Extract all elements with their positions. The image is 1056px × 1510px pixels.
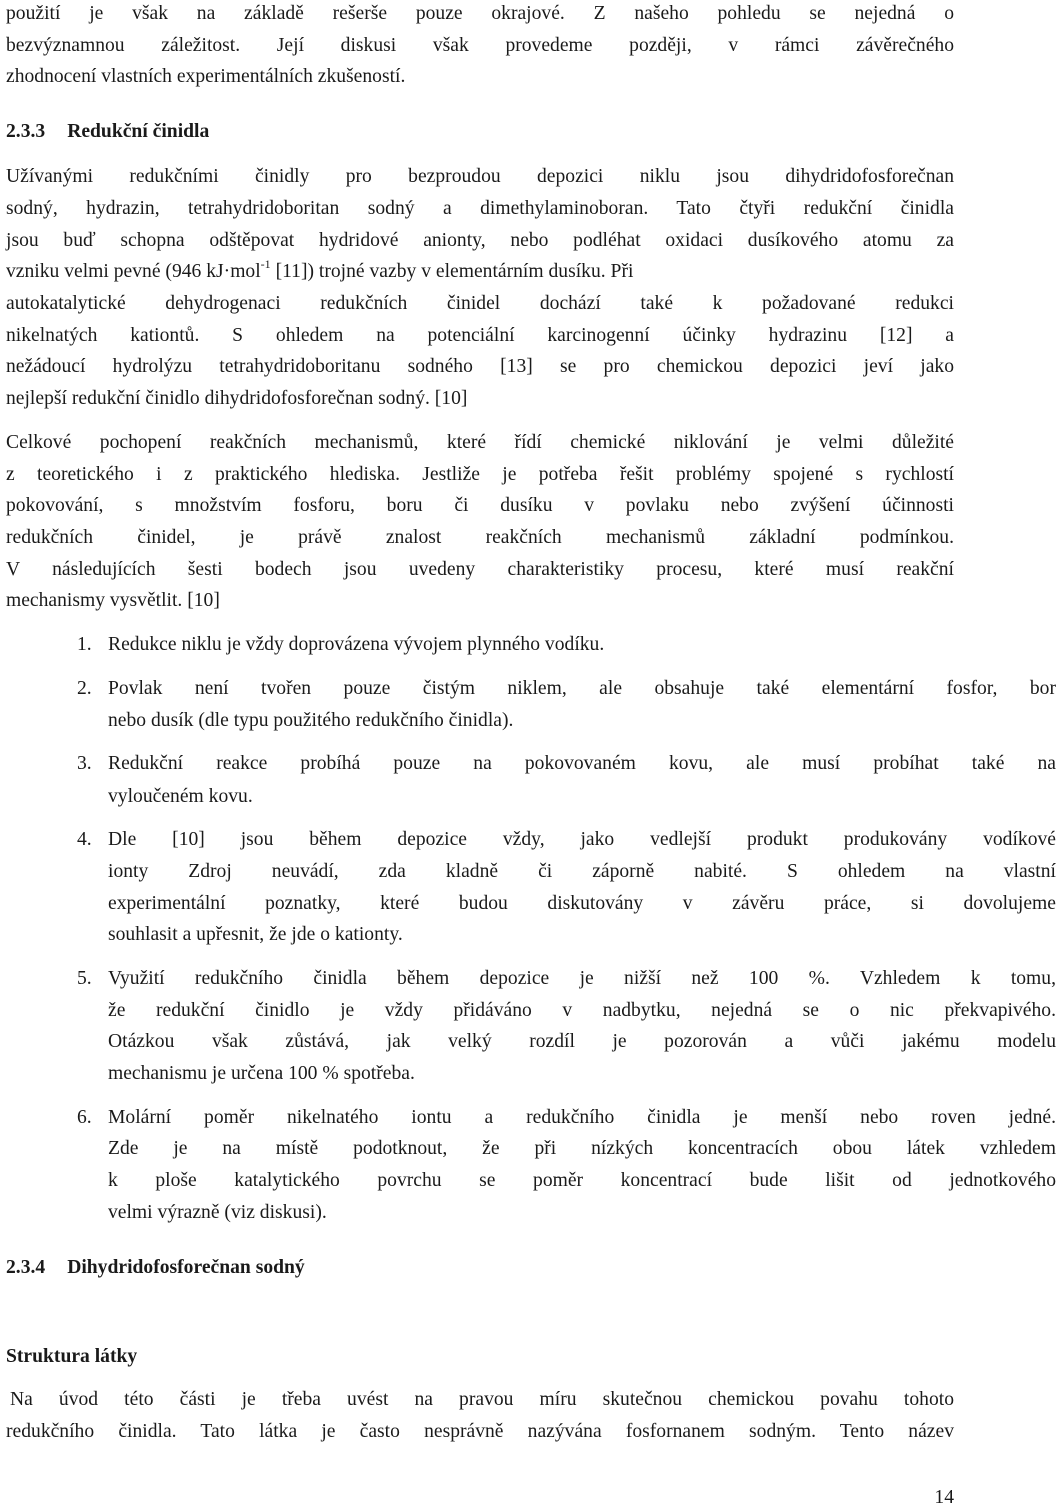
list-item-line: vyloučeném kovu. <box>108 786 253 807</box>
paragraph-line: sodný, hydrazin, tetrahydridoboritan sodný a dimethylaminoboran. Tato čtyři redukční činidla <box>6 198 954 219</box>
paragraph-line: vzniku velmi pevné (946 kJ·mol$^{-1}$ [11]) trojné vazby v elementárním dusíku. Při <box>6 257 634 282</box>
list-item-line: k ploše katalytického povrchu se poměr koncentrací bude lišit od jednotkového <box>108 1170 1056 1191</box>
list-item-line: experimentální poznatky, které budou diskutovány v závěru práce, si dovolujeme <box>108 893 1056 914</box>
paragraph-line: autokatalytické dehydrogenaci redukčních činidel dochází také k požadované redukci <box>6 293 954 314</box>
list-item-line: Využití redukčního činidla během depozice je nižší než 100 %. Vzhledem k tomu, <box>108 968 1056 989</box>
paragraph-line: nežádoucí hydrolýzu tetrahydridoboritanu sodného [13] se pro chemickou depozici jeví jako <box>6 356 954 377</box>
paragraph-line: redukčního činidla. Tato látka je často nesprávně nazývána fosfornanem sodným. Tento název <box>6 1421 954 1442</box>
intro-line: bezvýznamnou záležitost. Její diskusi však provedeme později, v rámci závěrečného <box>6 35 954 56</box>
superscript: -1 <box>260 257 271 271</box>
intro-line: použití je však na základě rešerše pouze okrajové. Z našeho pohledu se nejedná o <box>6 3 954 24</box>
list-item-line: Zde je na místě podotknout, že při nízkých koncentracích obou látek vzhledem <box>108 1138 1056 1159</box>
list-item-number: 2. <box>77 678 92 699</box>
section-number: 2.3.4 <box>6 1257 46 1278</box>
paragraph-line: jsou buď schopna odštěpovat hydridové anionty, nebo podléhat oxidaci dusíkového atomu za <box>6 230 954 251</box>
list-item-line: Otázkou však zůstává, jak velký rozdíl je pozorován a vůči jakému modelu <box>108 1031 1056 1052</box>
list-item-line: ionty Zdroj neuvádí, zda kladně či záporně nabité. S ohledem na vlastní <box>108 861 1056 882</box>
paragraph-line: V následujících šesti bodech jsou uvedeny charakteristiky procesu, které musí reakční <box>6 559 954 580</box>
paragraph-line: nikelnatých kationtů. S ohledem na potenciální karcinogenní účinky hydrazinu [12] a <box>6 325 954 346</box>
paragraph-line: Užívanými redukčními činidly pro bezproudou depozici niklu jsou dihydridofosforečnan <box>6 166 954 187</box>
subheading: Struktura látky <box>6 1346 138 1367</box>
list-item-number: 5. <box>77 968 92 989</box>
list-item-number: 1. <box>77 634 92 655</box>
section-title: Dihydridofosforečnan sodný <box>67 1257 305 1278</box>
section-heading <box>6 1256 954 1280</box>
section-heading <box>6 120 954 144</box>
intro-line: zhodnocení vlastních experimentálních zkušeností. <box>6 66 406 87</box>
list-item-line: velmi výrazně (viz diskusi). <box>108 1202 327 1223</box>
list-item-number: 3. <box>77 753 92 774</box>
list-item-line: Redukce niklu je vždy doprovázena vývojem plynného vodíku. <box>108 634 605 655</box>
paragraph-line: mechanismy vysvětlit. [10] <box>6 590 220 611</box>
list-item-number: 6. <box>77 1107 92 1128</box>
paragraph-line: nejlepší redukční činidlo dihydridofosforečnan sodný. [10] <box>6 388 468 409</box>
list-item-line: mechanismu je určena 100 % spotřeba. <box>108 1063 415 1084</box>
section-title: Redukční činidla <box>67 121 210 142</box>
list-item-line: Molární poměr nikelnatého iontu a redukčního činidla je menší nebo roven jedné. <box>108 1107 1056 1128</box>
page-number: 14 <box>934 1487 954 1508</box>
paragraph-line: Celkové pochopení reakčních mechanismů, které řídí chemické niklování je velmi důležité <box>6 432 954 453</box>
paragraph-line: z teoretického i z praktického hlediska. Jestliže je potřeba řešit problémy spojené s rychlostí <box>6 464 954 485</box>
paragraph-line: Na úvod této části je třeba uvést na pravou míru skutečnou chemickou povahu tohoto <box>10 1389 954 1410</box>
list-item-line: že redukční činidlo je vždy přidáváno v nadbytku, nejedná se o nic překvapivého. <box>108 1000 1056 1021</box>
list-item-line: souhlasit a upřesnit, že jde o kationty. <box>108 924 403 945</box>
paragraph-line: redukčních činidel, je právě znalost reakčních mechanismů základní podmínkou. <box>6 527 954 548</box>
section-number: 2.3.3 <box>6 121 46 142</box>
paragraph-line: pokovování, s množstvím fosforu, boru či dusíku v povlaku nebo zvýšení účinnosti <box>6 495 954 516</box>
list-item-line: Dle [10] jsou během depozice vždy, jako vedlejší produkt produkovány vodíkové <box>108 829 1056 850</box>
list-item-line: nebo dusík (dle typu použitého redukčního činidla). <box>108 710 514 731</box>
list-item-line: Povlak není tvořen pouze čistým niklem, ale obsahuje také elementární fosfor, bor <box>108 678 1056 699</box>
list-item-line: Redukční reakce probíhá pouze na pokovovaném kovu, ale musí probíhat také na <box>108 753 1056 774</box>
list-item-number: 4. <box>77 829 92 850</box>
